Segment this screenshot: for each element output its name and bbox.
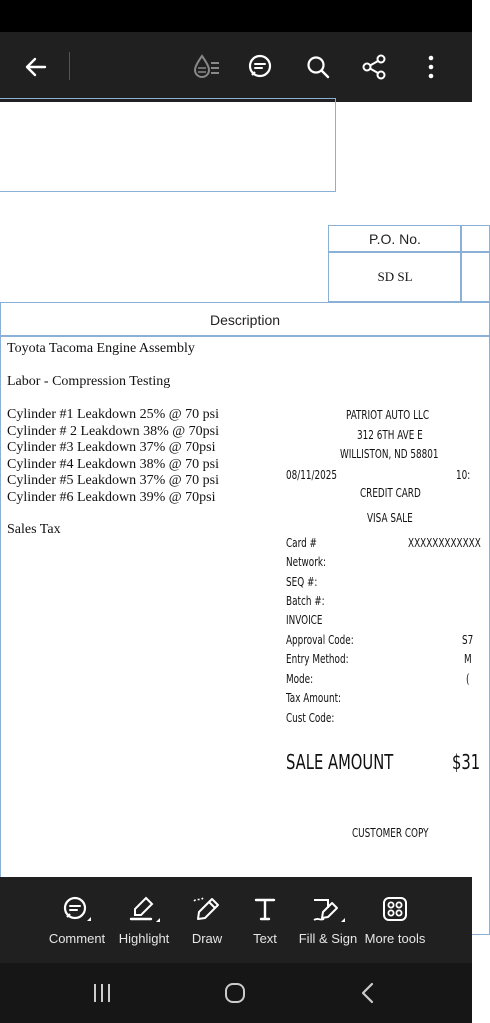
line-item: Labor - Compression Testing: [7, 374, 171, 389]
line-item: Cylinder #6 Leakdown 39% @ 70psi: [7, 490, 216, 505]
receipt-sale-type: VISA SALE: [367, 511, 413, 525]
divider: [69, 52, 70, 80]
draw-tool[interactable]: [184, 877, 230, 963]
document-page[interactable]: [0, 102, 481, 877]
system-back-button[interactable]: [338, 963, 398, 1023]
recent-apps-icon: [91, 982, 113, 1004]
comments-button[interactable]: [240, 32, 280, 102]
line-item: Cylinder #1 Leakdown 25% @ 70 psi: [7, 407, 219, 422]
more-tools-tool[interactable]: [362, 877, 428, 963]
more-options-button[interactable]: [412, 32, 450, 102]
comments-icon: [246, 53, 274, 81]
search-icon: [305, 54, 331, 80]
receipt-field-label: Approval Code:: [286, 633, 354, 647]
more-vertical-icon: [427, 54, 435, 80]
draw-tool-label: Draw: [191, 931, 223, 946]
receipt-merchant: PATRIOT AUTO LLC: [346, 408, 430, 422]
line-item: Cylinder #4 Leakdown 38% @ 70 psi: [7, 457, 219, 472]
share-button[interactable]: [354, 32, 394, 102]
receipt-field-label: SEQ #:: [286, 575, 318, 589]
home-button[interactable]: [205, 963, 265, 1023]
receipt-address-2: WILLISTON, ND 58801: [340, 447, 439, 461]
receipt-field-label: Batch #:: [286, 594, 325, 608]
receipt-field-label: Tax Amount:: [286, 691, 342, 705]
comment-tool[interactable]: [44, 877, 110, 963]
table-cell: [460, 225, 490, 253]
bill-to-box: [0, 98, 336, 192]
text-tool[interactable]: [242, 877, 288, 963]
line-item: Cylinder #5 Leakdown 37% @ 70 psi: [7, 473, 219, 488]
fill-sign-icon: [310, 895, 346, 923]
tools-bar: [0, 877, 472, 963]
receipt-field-value: XXXXXXXXXXXX: [408, 536, 481, 550]
app-bar: [0, 32, 472, 102]
back-arrow-icon: [23, 54, 49, 80]
customer-copy-label: CUSTOMER COPY: [352, 826, 429, 840]
draw-icon: [192, 895, 222, 923]
receipt-time: 10:: [456, 468, 471, 482]
more-tools-label: More tools: [364, 931, 426, 946]
search-button[interactable]: [298, 32, 338, 102]
recent-apps-button[interactable]: [72, 963, 132, 1023]
receipt-field-value: M: [464, 652, 472, 666]
description-header: Description: [209, 311, 281, 328]
liquid-mode-icon: [191, 53, 221, 81]
description-header-cell: [0, 302, 490, 337]
more-tools-icon: [381, 895, 409, 923]
receipt-type: CREDIT CARD: [360, 486, 421, 500]
fill-sign-tool-label: Fill & Sign: [298, 931, 358, 946]
status-bar: [0, 0, 472, 32]
line-item: Cylinder # 2 Leakdown 38% @ 70psi: [7, 424, 219, 439]
sale-amount-value: $31: [452, 750, 481, 774]
sale-amount-label: SALE AMOUNT: [286, 750, 394, 774]
receipt-field-value: S7: [462, 633, 474, 647]
fill-sign-tool[interactable]: [298, 877, 358, 963]
highlight-tool[interactable]: [113, 877, 175, 963]
receipt-field-label: Mode:: [286, 672, 314, 686]
receipt-field-label: Cust Code:: [286, 711, 335, 725]
system-nav-bar: [0, 963, 472, 1023]
receipt-address-1: 312 6TH AVE E: [357, 428, 423, 442]
po-value-cell: [328, 251, 462, 302]
home-icon: [224, 982, 246, 1004]
chevron-left-icon: [357, 982, 379, 1004]
table-cell: [460, 251, 490, 302]
receipt-field-label: Entry Method:: [286, 652, 349, 666]
po-header-cell: [328, 225, 462, 253]
line-item: Cylinder #3 Leakdown 37% @ 70psi: [7, 440, 216, 455]
comment-tool-label: Comment: [48, 931, 106, 946]
receipt-field-label: Network:: [286, 555, 326, 569]
receipt-date: 08/11/2025: [286, 468, 338, 482]
comment-icon: [62, 895, 92, 923]
text-icon: [252, 895, 278, 923]
line-item: Sales Tax: [7, 522, 61, 537]
liquid-mode-button[interactable]: [186, 32, 226, 102]
po-value: SD SL: [377, 268, 413, 284]
receipt-field-value: (: [466, 672, 470, 686]
receipt-field-label: Card #: [286, 536, 317, 550]
receipt-field-label: INVOICE: [286, 613, 323, 627]
po-header: P.O. No.: [369, 231, 421, 247]
highlight-tool-label: Highlight: [118, 931, 170, 946]
text-tool-label: Text: [253, 931, 277, 946]
highlight-icon: [127, 895, 161, 923]
share-icon: [360, 53, 388, 81]
back-button[interactable]: [14, 32, 58, 102]
line-item: Toyota Tacoma Engine Assembly: [7, 341, 195, 356]
